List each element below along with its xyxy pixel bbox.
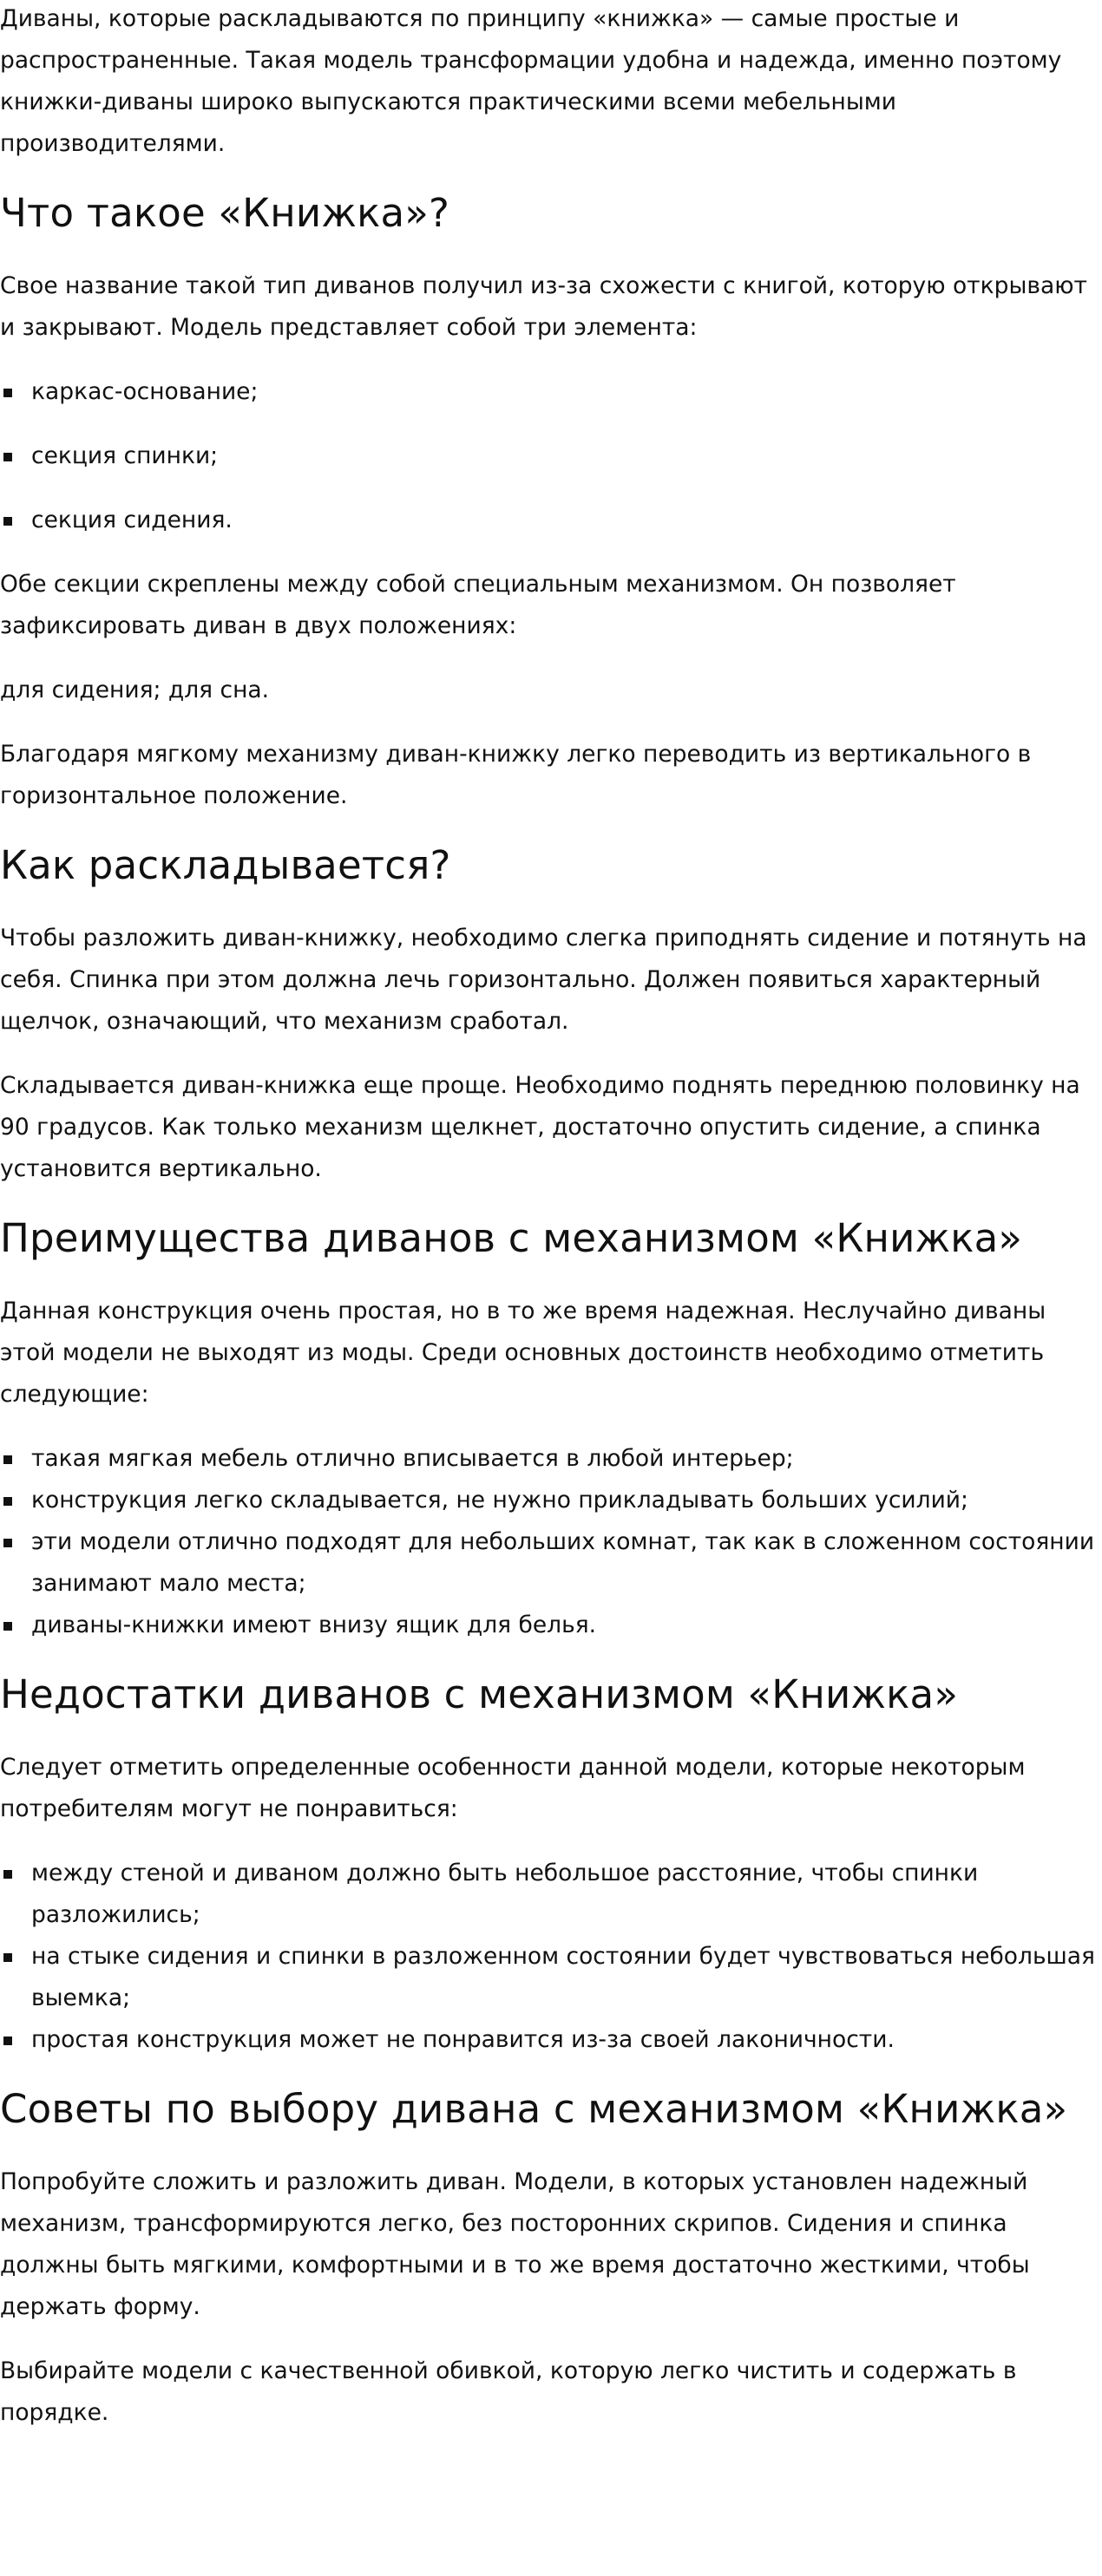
what-paragraph-1: Свое название такой тип диванов получил из-за схожести с книгой, которую открывают и закрывают. Модель представляет собой три элемента: [0, 272, 1087, 341]
disadvantages-list [0, 1853, 1102, 2061]
pros-paragraph-1: Данная конструкция очень простая, но в то же время надежная. Неслучайно диваны этой модели не выходят из моды. Среди основных достоинств необходимо отметить следующие: [0, 1298, 1046, 1408]
how-paragraph-1: Чтобы разложить диван-книжку, необходимо слегка приподнять сидение и потянуть на себя. Спинка при этом должна лечь горизонтально. Должен появиться характерный щелчок, означающий, что механизм сработал. [0, 925, 1087, 1035]
list-item: на стыке сидения и спинки в разложенном состоянии будет чувствоваться небольшая выемка; [0, 1936, 1102, 2019]
what-paragraph-4: Благодаря мягкому механизму диван-книжку легко переводить из вертикального в горизонтальное положение. [0, 741, 1032, 809]
heading-what-is-book: Что такое «Книжка»? [0, 190, 450, 236]
heading-how-unfolds: Как раскладывается? [0, 842, 451, 888]
list-item: простая конструкция может не понравится из-за своей лаконичности. [0, 2019, 1102, 2061]
heading-disadvantages: Недостатки диванов с механизмом «Книжка» [0, 1671, 959, 1717]
list-item: секция спинки; [0, 435, 1102, 477]
list-item: конструкция легко складывается, не нужно прикладывать больших усилий; [0, 1480, 1102, 1521]
what-paragraph-3: для сидения; для сна. [0, 677, 270, 703]
tips-paragraph-1: Попробуйте сложить и разложить диван. Модели, в которых установлен надежный механизм, трансформируются легко, без посторонних скрипов. Сидения и спинка должны быть мягкими, комфортными и в то же время достаточно жесткими, чтобы держать форму. [0, 2168, 1030, 2320]
list-item: эти модели отлично подходят для небольших комнат, так как в сложенном состоянии занимают мало места; [0, 1521, 1102, 1605]
what-paragraph-2: Обе секции скреплены между собой специальным механизмом. Он позволяет зафиксировать диван в двух положениях: [0, 571, 956, 639]
heading-advantages: Преимущества диванов с механизмом «Книжка» [0, 1215, 1023, 1261]
list-item: между стеной и диваном должно быть небольшое расстояние, чтобы спинки разложились; [0, 1853, 1102, 1936]
tips-paragraph-2: Выбирайте модели с качественной обивкой, которую легко чистить и содержать в порядке. [0, 2357, 1017, 2426]
intro-paragraph: Диваны, которые раскладываются по принципу «книжка» — самые простые и распространенные. Такая модель трансформации удобна и надежда, именно поэтому книжки-диваны широко выпускаются практическими всеми мебельными производителями. [0, 5, 1062, 157]
heading-tips: Советы по выбору дивана с механизмом «Книжка» [0, 2086, 1068, 2132]
how-paragraph-2: Складывается диван-книжка еще проще. Необходимо поднять переднюю половинку на 90 градусов. Как только механизм щелкнет, достаточно опустить сидение, а спинка установится вертикально. [0, 1072, 1080, 1182]
list-item: диваны-книжки имеют внизу ящик для белья. [0, 1605, 1102, 1646]
cons-paragraph-1: Следует отметить определенные особенности данной модели, которые некоторым потребителям могут не понравиться: [0, 1754, 1026, 1822]
list-item: такая мягкая мебель отлично вписывается в любой интерьер; [0, 1438, 1102, 1480]
elements-list [0, 371, 1102, 541]
list-item: секция сидения. [0, 500, 1102, 541]
advantages-list [0, 1438, 1102, 1646]
list-item: каркас-основание; [0, 371, 1102, 413]
